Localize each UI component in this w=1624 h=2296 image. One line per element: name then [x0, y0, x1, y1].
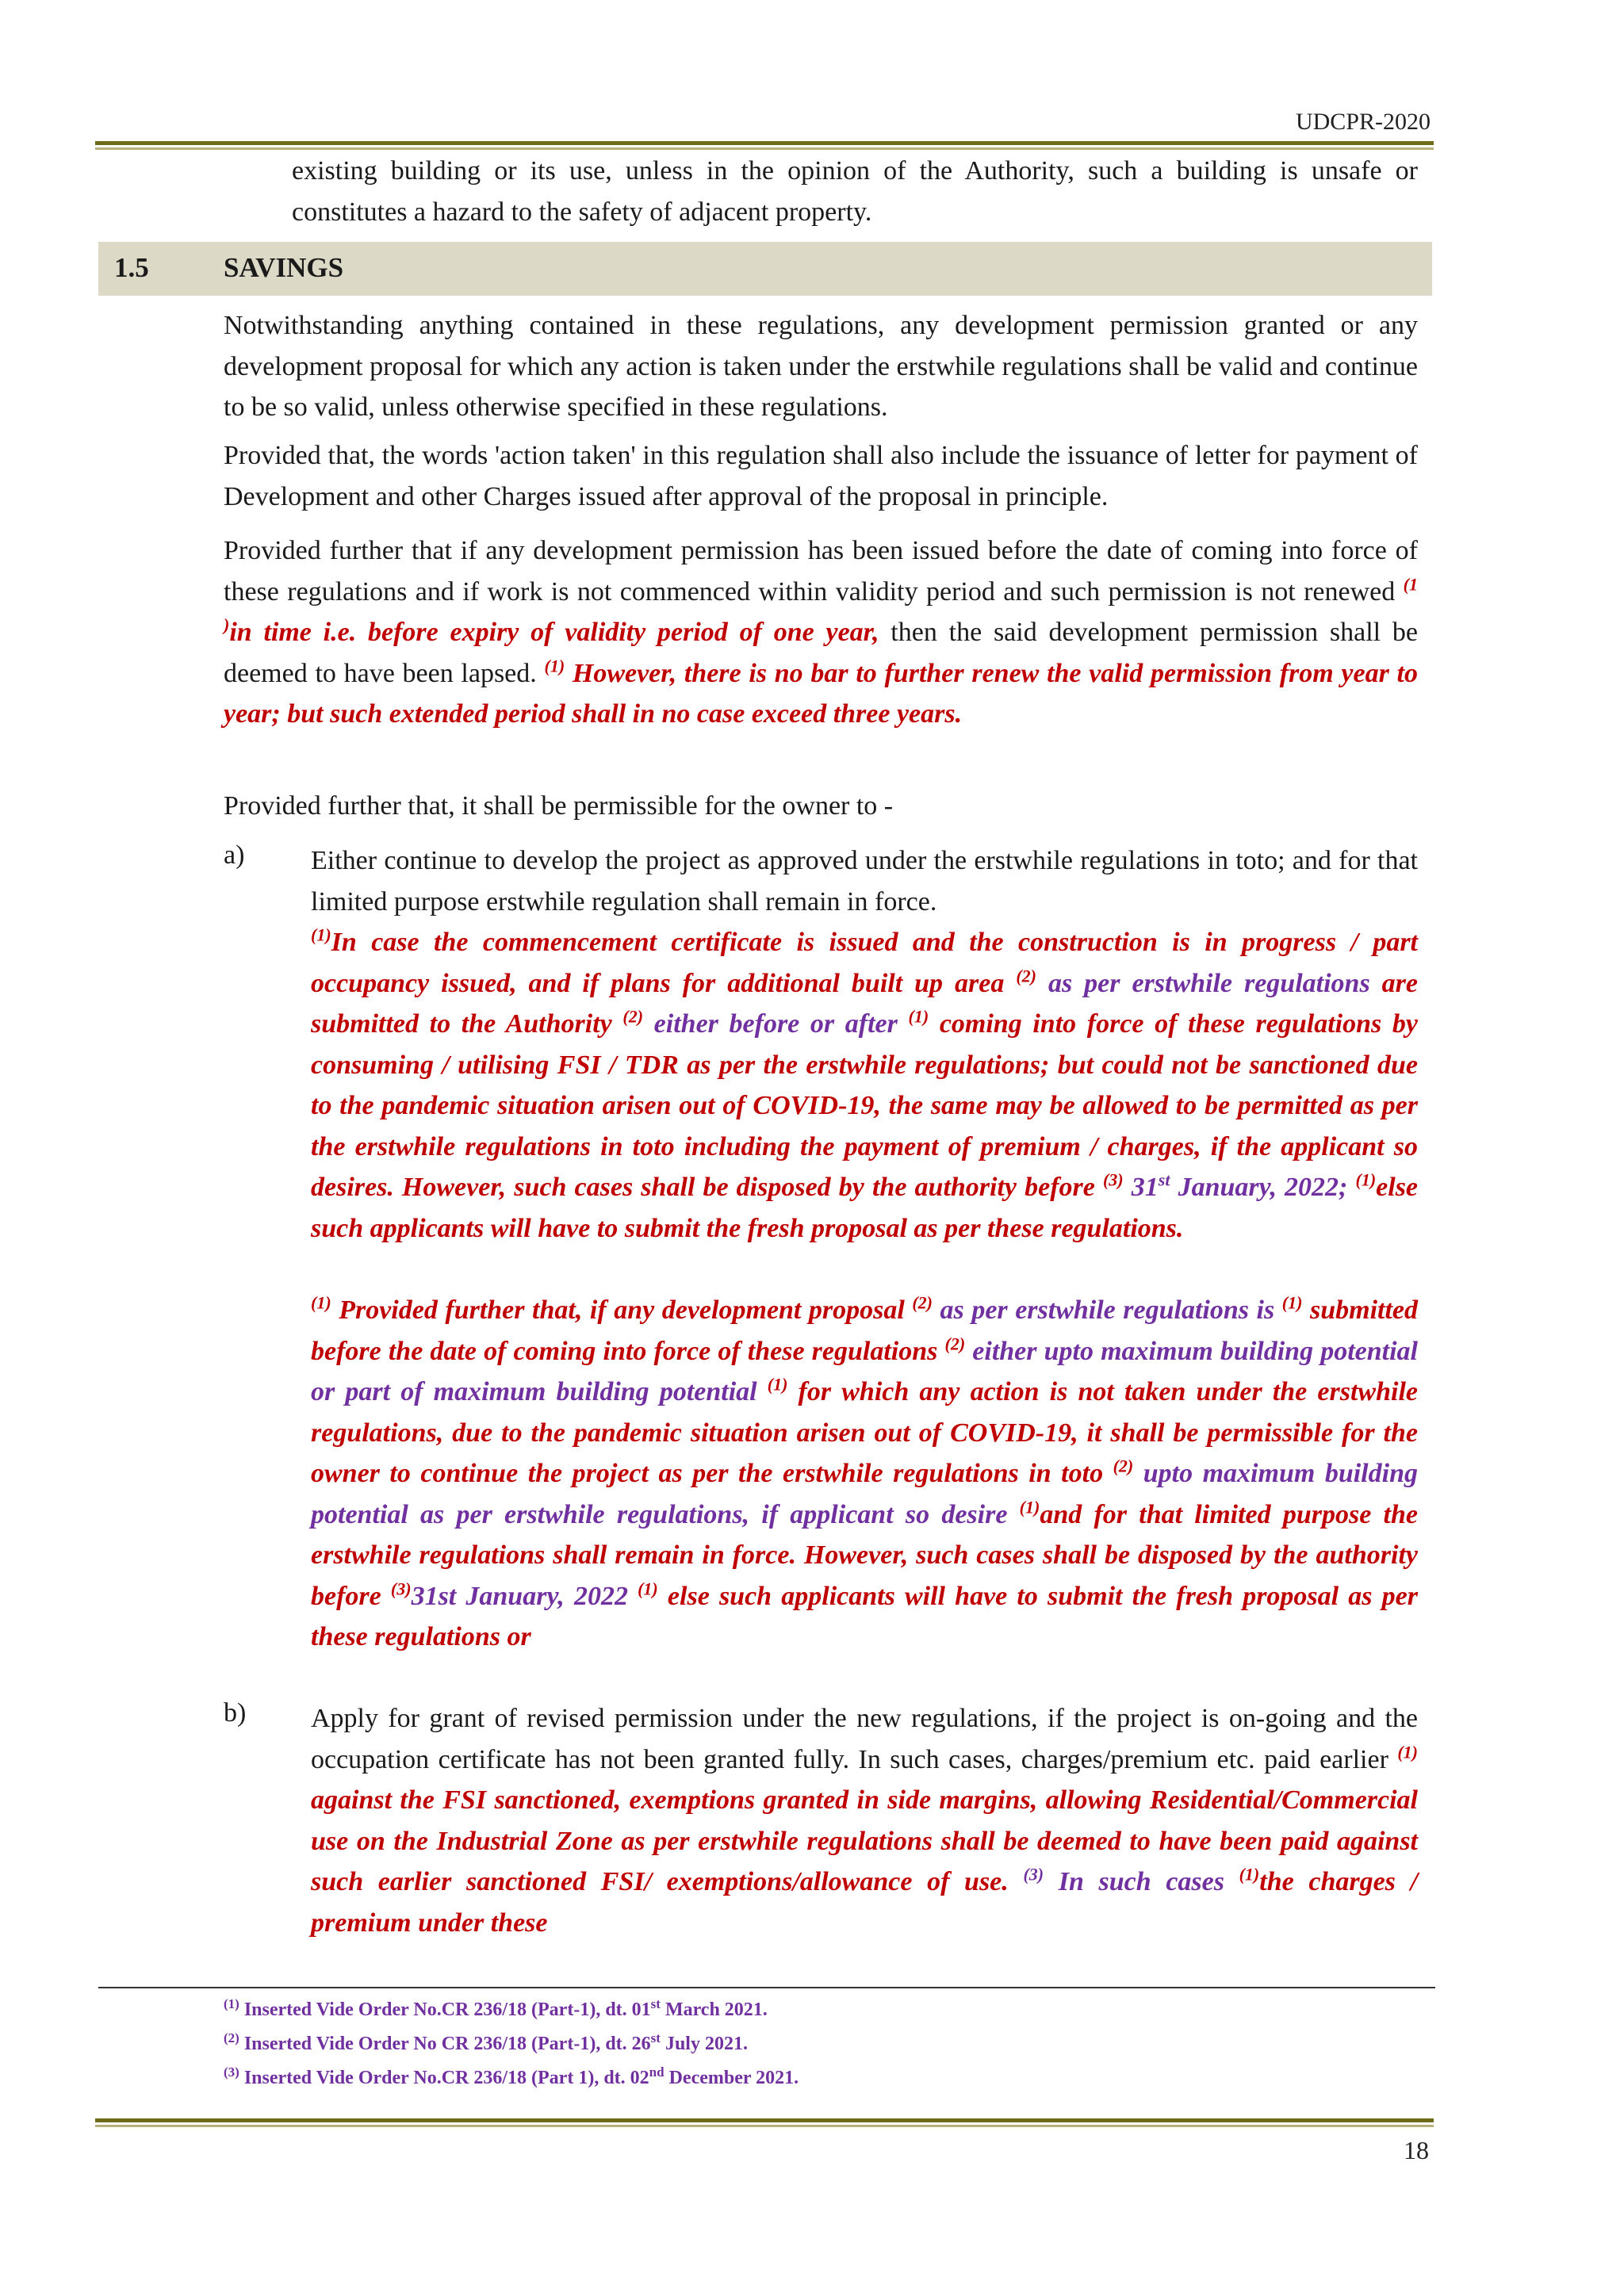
- footnote-3: [224, 2064, 799, 2089]
- amendment-marker: (1): [1355, 1169, 1377, 1190]
- footnote-text: Inserted Vide Order No.CR 236/18 (Part 1), dt. 02: [239, 2068, 649, 2088]
- item-b-label: b): [224, 1698, 247, 1728]
- amendment-marker: (1): [1397, 1742, 1418, 1762]
- amendment-text: Provided further that, if any development proposal: [331, 1295, 913, 1325]
- amendment-marker: (1): [1281, 1292, 1303, 1313]
- amendment-text: However, there is no bar to further renew the valid permission from year to year; but such extended period shall in no case exceed three years.: [224, 658, 1419, 729]
- amendment-text: else such applicants will have to submit the fresh proposal as per these regulations or: [311, 1581, 1418, 1651]
- amendment-text: upto maximum building potential as per erstwhile regulations, if applicant so desire: [311, 1459, 1418, 1529]
- amendment-text: against the FSI sanctioned, exemptions granted in side margins, allowing Residential/Commercial use on the Industrial Zone as per erstwhile regulations shall be deemed to have been paid against such earlier sanctioned FSI/ exemptions/allowance of use.: [311, 1785, 1418, 1896]
- amendment-text: as per erstwhile regulations: [1036, 968, 1370, 998]
- item-b-plain-text: Apply for grant of revised permission under the new regulations, if the project is on-going and the occupation certificate has not been granted fully. In such cases, charges/premium etc. paid earlier: [311, 1704, 1418, 1774]
- amendment-marker: (2): [944, 1334, 966, 1354]
- footnote-1: [224, 1996, 768, 2021]
- amendment-marker: (2): [622, 1006, 644, 1027]
- section-title: SAVINGS: [224, 252, 344, 283]
- header-rule: [95, 141, 1434, 145]
- amendment-marker: (1): [908, 1006, 929, 1027]
- amendment-marker: (1): [638, 1578, 658, 1599]
- paragraph-notwithstanding: Notwithstanding anything contained in these regulations, any development permission granted or any development proposal for which any action is taken under the erstwhile regulations shall be valid and continue to be so valid, unless otherwise specified in these regulations.: [224, 311, 1418, 422]
- amendment-marker: (1): [1019, 1497, 1040, 1517]
- paragraph-lapse-provision: [224, 530, 1418, 735]
- amendment-text: as per erstwhile regulations is: [933, 1295, 1282, 1325]
- amendment-text: In case the commencement certificate is issued and the construction is in progress / part occupancy issued, and if plans for additional built up area: [311, 928, 1418, 998]
- footnote-rule: [98, 1987, 1435, 1988]
- amendment-text: and for that limited purpose the erstwhile regulations shall remain in force. However, such cases shall be disposed by the authority before: [311, 1499, 1418, 1611]
- ordinal-suffix: st: [650, 2030, 661, 2045]
- continued-paragraph: existing building or its use, unless in the opinion of the Authority, such a building is unsafe or constitutes a hazard to the safety of adjacent property.: [292, 156, 1418, 227]
- p3-text-c: then the said development permission shall be deemed to have been lapsed.: [224, 618, 1418, 688]
- amendment-marker: (2): [1113, 1456, 1134, 1476]
- footer-rule: [95, 2118, 1434, 2122]
- footnote-text: December 2021.: [664, 2068, 799, 2088]
- ordinal-suffix: st: [650, 1996, 661, 2011]
- ordinal-suffix: nd: [649, 2064, 665, 2080]
- amendment-marker: (1 ): [224, 574, 1418, 635]
- amendment-text: either upto maximum building potential or part of maximum building potential: [311, 1336, 1418, 1406]
- footer-rule-thin: [95, 2125, 1434, 2127]
- amendment-marker: (1): [1239, 1864, 1260, 1885]
- amendment-marker: (1): [544, 656, 565, 676]
- amendment-marker: (3): [1023, 1864, 1044, 1885]
- amendment-text: are submitted to the Authority: [311, 968, 1418, 1039]
- amendment-marker: (3): [390, 1578, 412, 1599]
- amendment-text: 31: [1123, 1173, 1159, 1202]
- amendment-marker: (2): [912, 1292, 933, 1313]
- footnote-2: [224, 2030, 748, 2055]
- footnote-marker: (2): [224, 2030, 239, 2045]
- item-a-text: Either continue to develop the project as approved under the erstwhile regulations in toto; and for that limited purpose erstwhile regulation shall remain in force.: [311, 846, 1418, 916]
- footnote-text: Inserted Vide Order No.CR 236/18 (Part-1), dt. 01: [239, 1999, 651, 2020]
- amendment-text: January, 2022;: [1170, 1173, 1356, 1202]
- section-number: 1.5: [114, 252, 149, 283]
- amendment-text: for which any action is not taken under the erstwhile regulations, due to the pandemic situation arisen out of COVID-19, it shall be permissible for the owner to continue the project as per the erstwhile regulations in toto: [311, 1377, 1418, 1488]
- footnote-text: March 2021.: [660, 1999, 768, 2020]
- footnote-text: Inserted Vide Order No CR 236/18 (Part-1), dt. 26: [239, 2034, 651, 2054]
- amendment-text: submitted before the date of coming into force of these regulations: [311, 1295, 1418, 1366]
- amendment-marker: (1): [311, 1292, 331, 1313]
- running-header: UDCPR-2020: [1295, 109, 1431, 135]
- page-number: 18: [1404, 2136, 1429, 2164]
- ordinal-suffix: st: [1158, 1169, 1170, 1190]
- amendment-marker: (2): [1016, 966, 1036, 986]
- amendment-text: 31st January, 2022: [411, 1581, 638, 1611]
- amendment-marker: (1): [767, 1374, 788, 1395]
- footnote-marker: (3): [224, 2064, 239, 2080]
- item-a-amendment-covid-commencement: [311, 922, 1418, 1249]
- amendment-marker: (1): [311, 924, 331, 945]
- footnote-marker: (1): [224, 1996, 239, 2011]
- amendment-text: the charges / premium under these: [311, 1867, 1419, 1938]
- item-a-label: a): [224, 840, 245, 870]
- amendment-text: coming into force of these regulations by consuming / utilising FSI / TDR as per the erstwhile regulations; but could not be sanctioned due to the pandemic situation arisen out of COVID-19, the same may be allowed to be permitted as per the erstwhile regulations in toto including the payment of premium / charges, if the applicant so desires. However, such cases shall be disposed by the authority before: [311, 1009, 1418, 1202]
- paragraph-owner-options: Provided further that, it shall be permissible for the owner to -: [224, 791, 894, 821]
- p3-text-a: Provided further that if any development permission has been issued before the date of coming into force of these regulations and if work is not commenced within validity period and such permission is not renewed: [224, 536, 1418, 607]
- amendment-marker: (3): [1102, 1169, 1124, 1190]
- item-a-amendment-covid-proposal: [311, 1290, 1418, 1658]
- header-rule-thin: [95, 147, 1434, 150]
- amendment-text: In such cases: [1044, 1867, 1239, 1896]
- amendment-text: either before or after: [643, 1009, 909, 1039]
- amendment-text: in time i.e. before expiry of validity period of one year,: [229, 618, 879, 647]
- footnote-text: July 2021.: [660, 2034, 748, 2054]
- item-b-text: [311, 1698, 1418, 1943]
- amendment-text: else such applicants will have to submit the fresh proposal as per these regulations.: [311, 1173, 1419, 1243]
- paragraph-action-taken: Provided that, the words 'action taken' in this regulation shall also include the issuance of letter for payment of Development and other Charges issued after approval of the proposal in principle.: [224, 441, 1418, 511]
